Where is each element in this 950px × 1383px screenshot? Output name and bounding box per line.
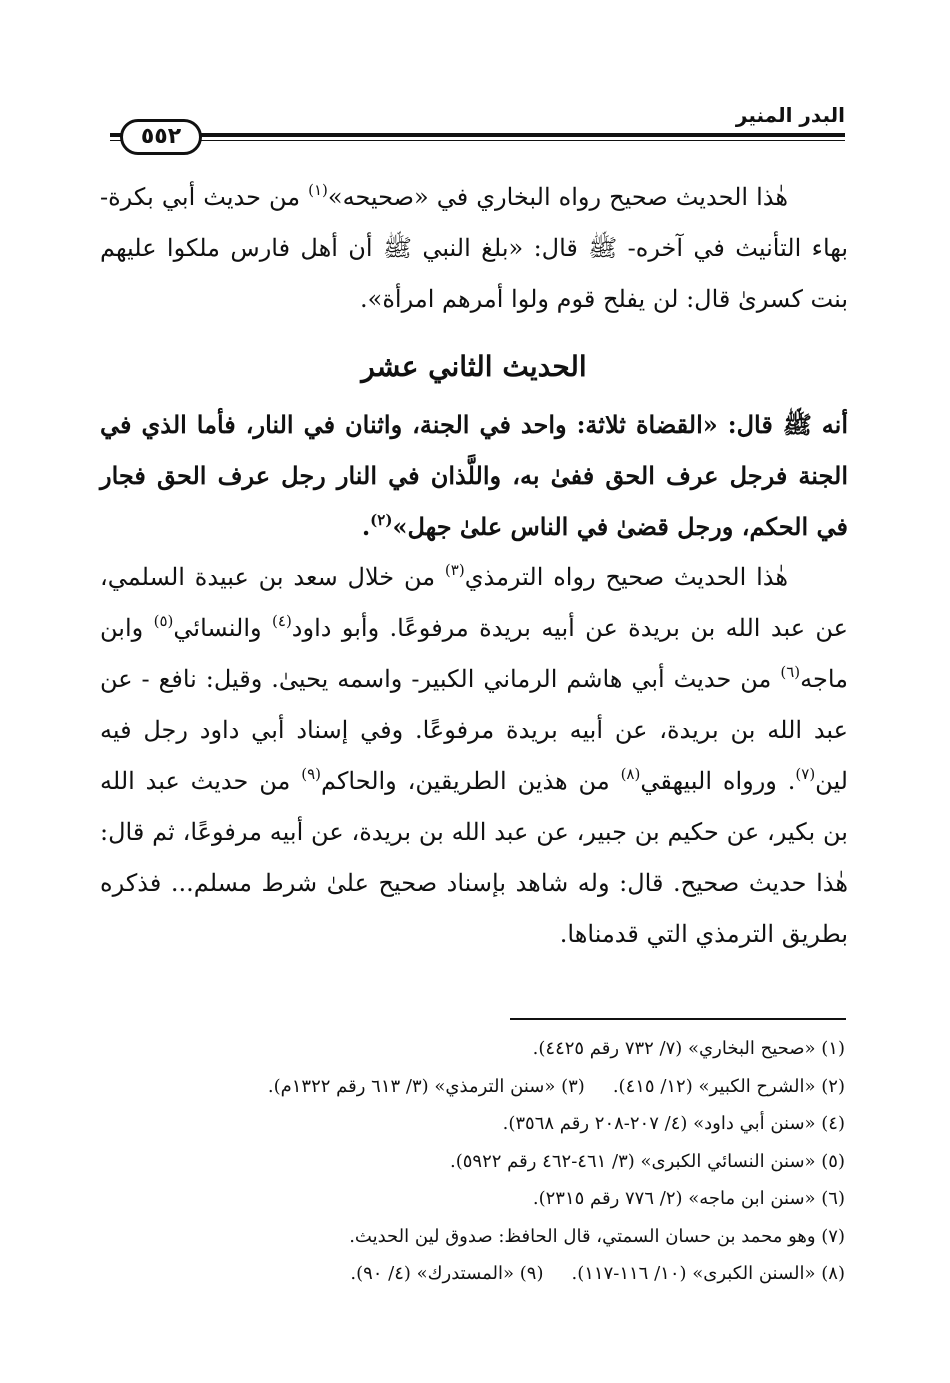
paragraph-3-text-g: من هذين الطريقين، والحاكم <box>321 767 621 795</box>
footnote-6: (٦) «سنن ابن ماجه» (٢/ ٧٧٦ رقم ٢٣١٥). <box>532 1188 845 1209</box>
footnotes <box>100 1030 845 1293</box>
paragraph-3-text-b: من خلال سعد بن عبيدة السلمي، عن عبد الله بن بريدة عن أبيه بريدة مرفوعًا. وأبو داود <box>100 563 849 642</box>
section-heading: الحديث الثاني عشر <box>361 350 587 383</box>
footnote-9: (٩) «المستدرك» (٤/ ٩٠). <box>350 1263 544 1284</box>
footnote-ref-1: (١) <box>308 181 328 199</box>
page-header <box>110 95 845 160</box>
paragraph-3-text-a: هٰذا الحديث صحيح رواه الترمذي <box>464 563 788 591</box>
footnote-ref-8: (٨) <box>620 765 641 783</box>
footnote-8: (٨) «السنن الكبرى» (١٠/ ١١٦-١١٧). <box>571 1263 845 1284</box>
footnote-divider <box>510 1018 846 1020</box>
header-rule-thick <box>110 133 845 137</box>
footnote-3: (٣) «سنن الترمذي» (٣/ ٦١٣ رقم ١٣٢٢م). <box>267 1075 585 1097</box>
footnote-ref-4: (٤) <box>272 612 292 630</box>
footnote-1: (١) «صحيح البخاري» (٧/ ٧٣٢ رقم ٤٤٢٥). <box>532 1038 845 1059</box>
hadith-text: أنه ﷺ قال: «القضاة ثلاثة: واحد في الجنة، واثنان في النار، فأما الذي في الجنة فرجل عرف الحق ففىٰ به، واللَّذان في النار رجل عرف الحق فجار في الحكم، ورجل قضىٰ في الناس علىٰ جهل» <box>100 410 848 541</box>
footnote-ref-2: (٢) <box>370 511 393 529</box>
footnote-7: (٧) وهو محمد بن حسان السمتي، قال الحافظ: صدوق لين الحديث. <box>349 1225 845 1247</box>
running-title: البدر المنير <box>735 103 845 127</box>
paragraph-3-text-c: والنسائي <box>173 614 273 642</box>
paragraph-3 <box>100 552 848 960</box>
paragraph-1-text-cont: من حديث أبي بكرة- بهاء التأنيث في آخره- ﷺ قال: «بلغ النبي ﷺ أن أهل فارس ملكوا عليهم بنت كسرىٰ قال: لن يفلح قوم ولوا أمرهم امرأة». <box>100 183 848 313</box>
paragraph-3-text-d: وابن ماجه <box>100 614 848 693</box>
page-number: ٥٥٢ <box>120 119 202 155</box>
paragraph-1-text: هٰذا الحديث صحيح رواه البخاري في «صحيحه» <box>327 183 789 211</box>
footnote-5: (٥) «سنن النسائي الكبرى» (٣/ ٤٦١-٤٦٢ رقم ٥٩٢٢). <box>450 1150 845 1172</box>
hadith-text-end: . <box>361 512 371 541</box>
footnote-ref-6: (٦) <box>780 663 801 681</box>
footnote-line-8-9 <box>100 1255 845 1293</box>
header-rule-thin <box>110 140 845 141</box>
footnote-ref-7: (٧) <box>795 765 816 783</box>
paragraph-1 <box>100 172 848 325</box>
footnote-2: (٢) «الشرح الكبير» (١٢/ ٤١٥). <box>612 1075 845 1097</box>
footnote-ref-5: (٥) <box>153 612 174 630</box>
footnote-ref-9: (٩) <box>301 765 321 783</box>
main-text <box>100 172 848 960</box>
paragraph-3-text-h: من حديث عبد الله بن بكير، عن حكيم بن جبير، عن عبد الله بن بريدة، عن أبيه مرفوعًا، ثم قال: هٰذا حديث صحيح. قال: وله شاهد بإسناد صحيح علىٰ شرط مسلم... فذكره بطريق الترمذي التي قدمناها. <box>100 767 848 948</box>
footnote-4: (٤) «سنن أبي داود» (٤/ ٢٠٧-٢٠٨ رقم ٣٥٦٨). <box>502 1113 845 1134</box>
paragraph-3-text-f: . ورواه البيهقي <box>640 767 796 795</box>
footnote-ref-3: (٣) <box>444 561 465 579</box>
paragraph-2-hadith <box>100 399 848 552</box>
paragraph-3-text-e: من حديث أبي هاشم الرماني الكبير- واسمه يحيىٰ. وقيل: نافع - عن عبد الله بن بريدة، عن أبيه بريدة مرفوعًا. وفي إسناد أبي داود رجل فيه لين <box>100 665 848 795</box>
footnote-line-2-3 <box>100 1068 845 1106</box>
